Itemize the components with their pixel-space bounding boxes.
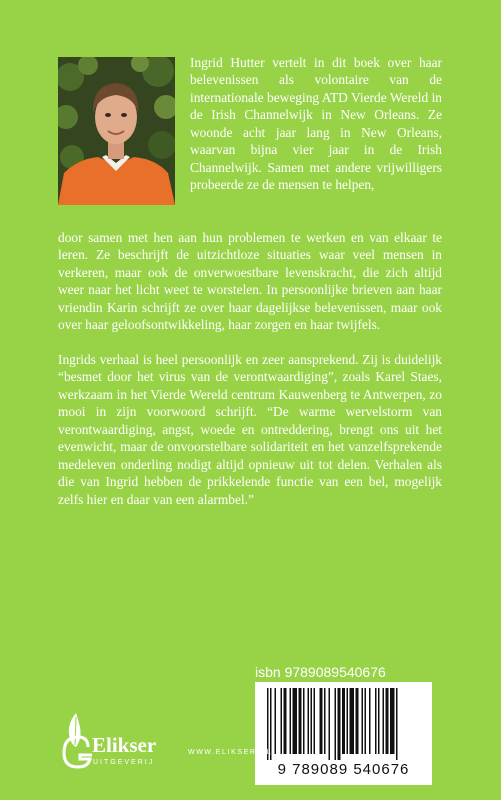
barcode-bar xyxy=(383,688,385,754)
publisher-subtitle: UITGEVERIJ xyxy=(93,759,155,766)
barcode-bar xyxy=(329,688,331,760)
publisher-website: WWW.ELIKSER.NL xyxy=(188,749,273,756)
intro-paragraph-rest: door samen met hen aan hun problemen te werken en van elkaar te leren. Ze beschrijft de uitzichtloze situaties waar veel mensen in verkeren, maar ook de onverwoestbare levenskracht, die zich altijd weer naar het licht weet te worstelen. In persoonlijke brieven aan haar vriendin Karin schrijft ze over haar dagelijkse belevenissen, maar ook over haar geloofsontwikkeling, haar zorgen en haar twijfels. xyxy=(58,230,442,333)
isbn-barcode xyxy=(255,664,432,785)
barcode-bar xyxy=(369,688,371,754)
barcode-bar xyxy=(356,688,359,754)
second-paragraph: Ingrids verhaal is heel persoonlijk en zeer aansprekend. Zij is duidelijk “besmet door het virus van de verontwaardiging”, zoals Karel Staes, werkzaam in het Vierde Wereld centrum Kauwenberg te Antwerpen, zo mooi in zijn voorwoord schrijft. “De warme wervelstorm van verontwaardiging, angst, woede en ontreddering, brengt ons uit het evenwicht, maar de onvoorstelbare solidariteit en het vanzelfsprekende medeleven onderling nodigt altijd opnieuw uit tot delen. Verhalen als die van Ingrid hebben de prikkelende functie van een bel, mogelijk zelfs hier en daar van een alarmbel.” xyxy=(58,352,442,507)
barcode-bar xyxy=(362,688,364,754)
barcode-bar xyxy=(320,688,323,754)
quill-icon xyxy=(58,711,94,771)
barcode-bar xyxy=(347,688,349,754)
barcode-bar xyxy=(396,688,398,760)
barcode-bar xyxy=(365,688,367,754)
barcode-bar xyxy=(314,688,316,754)
barcode-bar xyxy=(311,688,313,754)
barcode-bar xyxy=(350,688,355,754)
barcode-digits: 9 789089 540676 xyxy=(277,761,410,778)
barcode-bar xyxy=(324,688,326,754)
barcode-bar xyxy=(275,688,277,754)
barcode-bar xyxy=(335,688,337,760)
barcode-bars xyxy=(263,688,424,760)
barcode-bar xyxy=(375,688,377,754)
isbn-label: isbn 9789089540676 xyxy=(255,664,386,680)
barcode-bar xyxy=(303,688,305,754)
intro-paragraph-head: Ingrid Hutter vertelt in dit boek over haar belevenissen als volontaire van de internationale beweging ATD Vierde Wereld in de Irish Channelwijk in New Orleans. Ze woonde acht jaar lang in New Orleans, waarvan bijna vier jaar in de Irish Channelwijk. Samen met andere vrijwilligers probeerde ze de mensen te helpen, xyxy=(190,55,442,193)
barcode-bar xyxy=(338,688,341,760)
barcode-bar xyxy=(378,688,380,754)
author-portrait-illustration xyxy=(58,57,175,205)
barcode-bar xyxy=(293,688,298,754)
publisher-logo xyxy=(58,711,183,773)
barcode-bar xyxy=(386,688,389,754)
barcode-bar xyxy=(281,688,283,754)
barcode-bar xyxy=(284,688,287,754)
publisher-name: Elikser xyxy=(92,733,157,757)
barcode-bar xyxy=(290,688,292,754)
barcode-bar xyxy=(299,688,302,754)
author-photo xyxy=(58,57,175,205)
barcode-bar xyxy=(342,688,345,754)
barcode-bar xyxy=(390,688,395,754)
barcode-bar xyxy=(308,688,310,754)
barcode-box xyxy=(255,682,432,785)
